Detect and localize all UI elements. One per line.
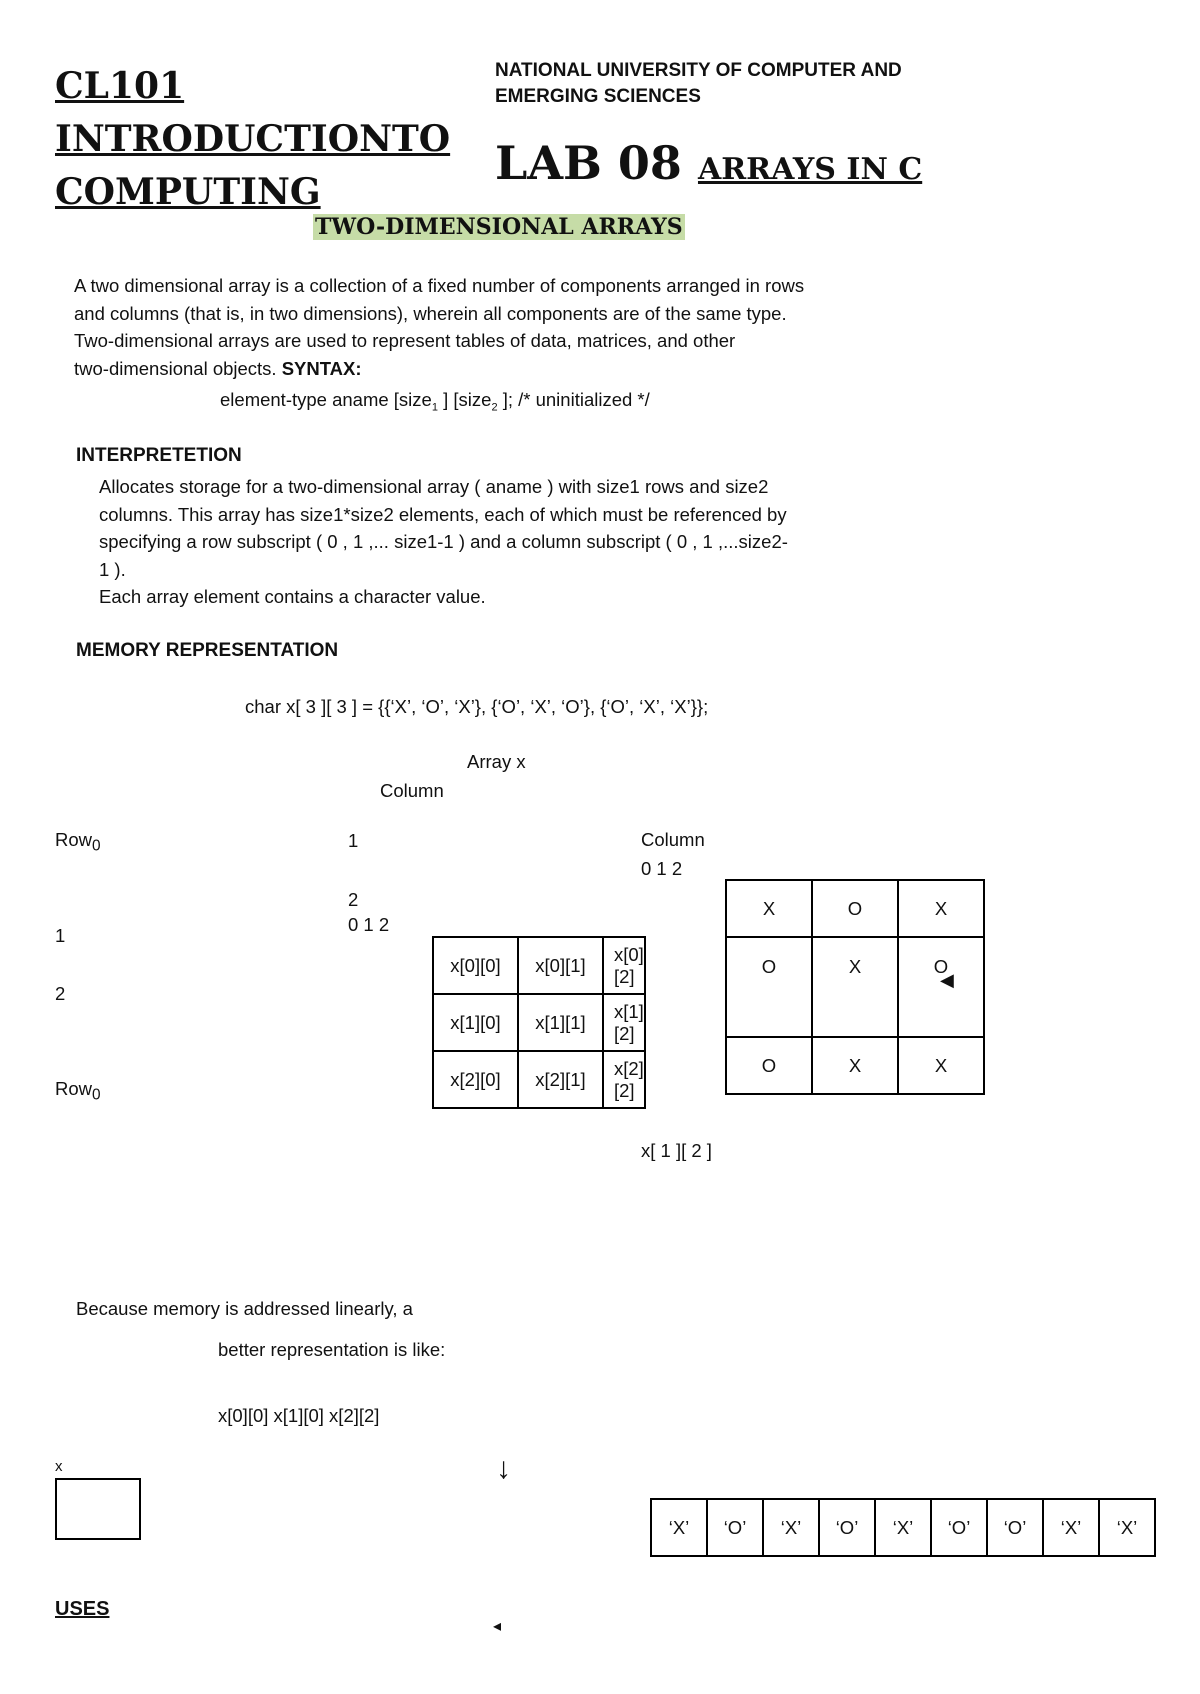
- row-sub-2: 0: [92, 1086, 101, 1104]
- interp-line5: Each array element contains a character value.: [99, 586, 486, 607]
- value-cell: O: [812, 880, 898, 937]
- linear-line1: Because memory is addressed linearly, a: [76, 1298, 413, 1319]
- section-title: TWO-DIMENSIONAL ARRAYS: [315, 214, 683, 240]
- course-title: [55, 60, 475, 219]
- index-grid: [432, 936, 646, 1109]
- index-cell: x[0][1]: [518, 937, 603, 994]
- column-indices-2: 0 1 2: [641, 858, 683, 879]
- intro-line1: A two dimensional array is a collection of a fixed number of components arranged in rows: [74, 275, 805, 296]
- value-cell: X: [812, 1037, 898, 1094]
- column-label: Column: [380, 780, 444, 801]
- syntax-line: [220, 389, 650, 414]
- row-index-1: 1: [55, 925, 66, 946]
- row-sub: 0: [92, 837, 101, 855]
- lab-number: LAB 08: [495, 136, 682, 190]
- array-label: Array x: [467, 751, 526, 772]
- linear-cell: ‘O’: [707, 1499, 763, 1556]
- index-cell: x[2][1]: [518, 1051, 603, 1108]
- index-cell: x[1][1]: [518, 994, 603, 1051]
- value-cell: X: [812, 937, 898, 1037]
- value-cell: X: [726, 880, 812, 937]
- linear-cell: ‘X’: [875, 1499, 931, 1556]
- row-label-text: Row: [55, 829, 93, 850]
- value-grid-row: [726, 1037, 984, 1094]
- value-cell: O: [726, 937, 812, 1037]
- linear-line2: better representation is like:: [218, 1339, 446, 1360]
- linear-labels: x[0][0] x[1][0] x[2][2]: [218, 1405, 380, 1426]
- interp-line3: specifying a row subscript ( 0 , 1 ,... size1-1 ) and a column subscript ( 0 , 1 ,...size2-: [99, 531, 788, 552]
- lab-title: [495, 136, 922, 190]
- memory-heading: MEMORY REPRESENTATION: [76, 640, 339, 661]
- row-index-2: 2: [55, 983, 66, 1004]
- interpretation-body: [99, 473, 879, 611]
- row-label-bottom: [55, 1078, 101, 1105]
- lab-topic: ARRAYS IN C: [697, 152, 923, 187]
- pointer-arrow-icon: ◀: [940, 970, 954, 990]
- array-declaration: char x[ 3 ][ 3 ] = {{‘X’, ‘O’, ‘X’}, {‘O’, ‘X’, ‘O’}, {‘O’, ‘X’, ‘X’}};: [245, 696, 709, 717]
- index-cell: x[2][0]: [433, 1051, 518, 1108]
- syntax-suffix: ]; /* uninitialized */: [497, 389, 650, 410]
- stray-index-1: 1: [348, 830, 359, 851]
- index-grid-row: [433, 937, 645, 994]
- linear-cell: ‘O’: [819, 1499, 875, 1556]
- index-cell: x[2][2]: [603, 1051, 645, 1108]
- row-label-top: [55, 829, 101, 856]
- intro-paragraph: [74, 272, 904, 382]
- index-cell: x[0][2]: [603, 937, 645, 994]
- pointer-label: x[ 1 ][ 2 ]: [641, 1140, 712, 1161]
- course-code: CL101: [55, 65, 185, 107]
- intro-line3: Two-dimensional arrays are used to represent tables of data, matrices, and other: [74, 330, 736, 351]
- value-cell: X: [898, 880, 984, 937]
- value-cell: O: [898, 937, 984, 1037]
- column-indices: 0 1 2: [348, 914, 390, 935]
- index-cell: x[1][2]: [603, 994, 645, 1051]
- interpretation-heading: INTERPRETETION: [76, 445, 242, 466]
- variable-box: [55, 1478, 141, 1540]
- linear-cell: ‘X’: [651, 1499, 707, 1556]
- down-arrow-icon: ↓: [496, 1452, 511, 1485]
- linear-array: [650, 1498, 1156, 1557]
- linear-cell: ‘X’: [1099, 1499, 1155, 1556]
- university-name: [495, 58, 935, 110]
- stray-index-2: 2: [348, 889, 359, 910]
- university-line1: NATIONAL UNIVERSITY OF COMPUTER AND: [495, 60, 902, 81]
- syntax-prefix: element-type aname [size: [220, 389, 432, 410]
- interp-line1: Allocates storage for a two-dimensional array ( aname ) with size1 rows and size2: [99, 476, 769, 497]
- linear-array-row: [651, 1499, 1155, 1556]
- index-grid-row: [433, 994, 645, 1051]
- linear-cell: ‘O’: [987, 1499, 1043, 1556]
- index-grid-row: [433, 1051, 645, 1108]
- value-grid-row: [726, 880, 984, 937]
- linear-cell: ‘O’: [931, 1499, 987, 1556]
- intro-line4: [74, 355, 904, 383]
- interp-line2: columns. This array has size1*size2 elements, each of which must be referenced by: [99, 503, 787, 525]
- intro-line2: and columns (that is, in two dimensions), wherein all components are of the same type.: [74, 302, 787, 324]
- index-cell: x[1][0]: [433, 994, 518, 1051]
- column-label-2: Column: [641, 829, 705, 850]
- linear-cell: ‘X’: [763, 1499, 819, 1556]
- value-cell: O: [726, 1037, 812, 1094]
- syntax-sub1: 1: [431, 401, 438, 414]
- value-cell: X: [898, 1037, 984, 1094]
- uses-heading: USES: [55, 1598, 110, 1620]
- course-name-line1: INTRODUCTIONTO: [55, 118, 451, 160]
- row-label-text-2: Row: [55, 1078, 93, 1099]
- index-cell: x[0][0]: [433, 937, 518, 994]
- university-line2: EMERGING SCIENCES: [495, 86, 701, 107]
- intro-line4-text: two-dimensional objects.: [74, 357, 277, 379]
- interp-line4: 1 ).: [99, 558, 126, 580]
- small-arrow-icon: ◂: [493, 1618, 502, 1635]
- syntax-label: SYNTAX:: [281, 357, 362, 379]
- var-label: x: [55, 1458, 63, 1475]
- syntax-middle: ] [size: [437, 389, 492, 410]
- syntax-sub2: 2: [491, 401, 498, 414]
- linear-cell: ‘X’: [1043, 1499, 1099, 1556]
- course-name-line2: COMPUTING: [55, 171, 321, 213]
